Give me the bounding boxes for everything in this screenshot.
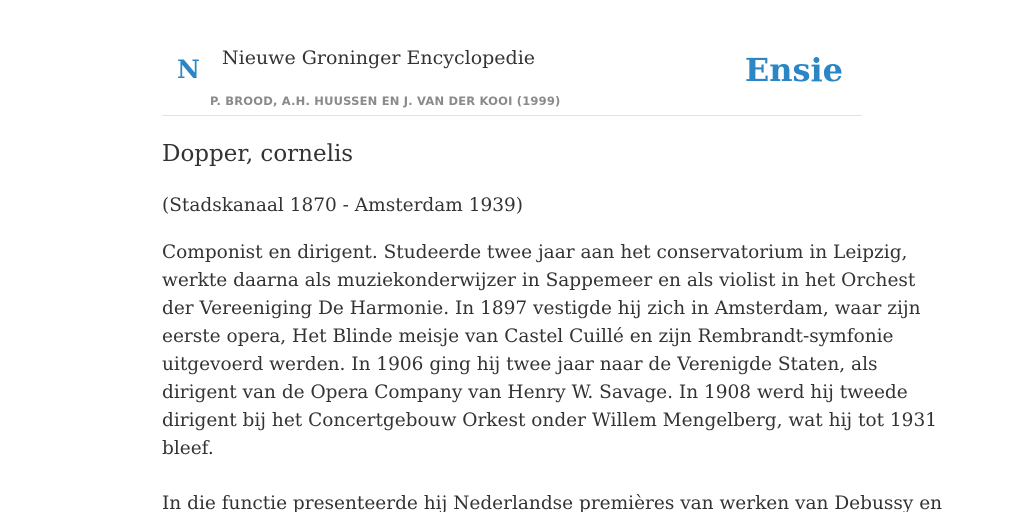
entry-paragraph-2: In die functie presenteerde hij Nederlandse premières van werken van Debussy en	[162, 493, 943, 512]
paragraph-line: der Vereeniging De Harmonie. In 1897 vestigde hij zich in Amsterdam, waar zijn	[162, 298, 921, 319]
paragraph-line: uitgevoerd werden. In 1906 ging hij twee jaar naar de Verenigde Staten, als	[162, 354, 878, 375]
paragraph-line: werkte daarna als muziekonderwijzer in Sappemeer en als violist in het Orchest	[162, 270, 916, 291]
entry-paragraph-1	[162, 239, 937, 463]
entry-lifespan: (Stadskanaal 1870 - Amsterdam 1939)	[162, 195, 524, 216]
ensie-brand-logo[interactable]: Ensie	[744, 51, 843, 89]
paragraph-line: dirigent bij het Concertgebouw Orkest onder Willem Mengelberg, wat hij tot 1931	[162, 410, 937, 431]
paragraph-line: eerste opera, Het Blinde meisje van Castel Cuillé en zijn Rembrandt-symfonie	[162, 326, 894, 347]
paragraph-line: bleef.	[162, 438, 214, 459]
source-logo-icon[interactable]: N	[177, 55, 200, 84]
source-header	[162, 0, 862, 116]
source-authors: P. BROOD, A.H. HUUSSEN EN J. VAN DER KOOI (1999)	[210, 94, 561, 108]
paragraph-line: dirigent van de Opera Company van Henry W. Savage. In 1908 werd hij tweede	[162, 382, 908, 403]
source-title-link[interactable]: Nieuwe Groninger Encyclopedie	[222, 47, 536, 69]
entry-title: Dopper, cornelis	[162, 141, 354, 167]
paragraph-line: Componist en dirigent. Studeerde twee jaar aan het conservatorium in Leipzig,	[162, 242, 908, 263]
